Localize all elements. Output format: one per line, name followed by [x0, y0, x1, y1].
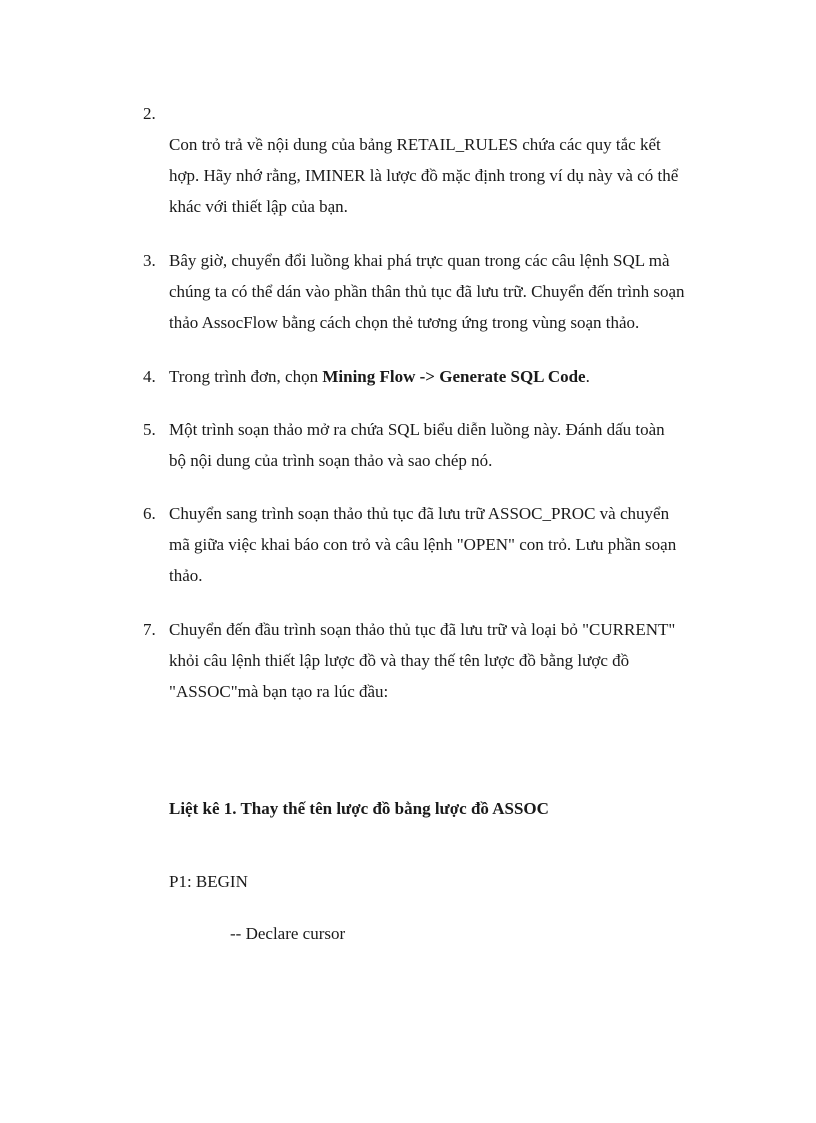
code-line: P1: BEGIN [169, 872, 248, 891]
list-number: 6. [143, 504, 156, 523]
text-line: Chuyển sang trình soạn thảo thủ tục đã lưu trữ ASSOC_PROC và chuyển [169, 504, 670, 523]
list-number: 2. [143, 104, 156, 123]
text-line: khỏi câu lệnh thiết lập lược đồ và thay thế tên lược đồ bằng lược đồ [169, 651, 630, 670]
code-comment: -- Declare cursor [230, 924, 346, 943]
text-line: Con trỏ trả về nội dung của bảng RETAIL_RULES chứa các quy tắc kết [169, 135, 661, 154]
list-item-7 [143, 614, 703, 707]
list-number: 3. [143, 251, 156, 270]
menu-path: Mining Flow -> Generate SQL Code [322, 367, 586, 386]
list-item-text [169, 498, 703, 591]
list-item-text [169, 414, 703, 476]
list-item-text [169, 614, 703, 707]
text-line: mã giữa việc khai báo con trỏ và câu lệnh "OPEN" con trỏ. Lưu phần soạn [169, 535, 677, 554]
text-line: chúng ta có thể dán vào phần thân thủ tục đã lưu trữ. Chuyển đến trình soạn [169, 282, 685, 301]
text-line: thảo. [169, 566, 203, 585]
list-item-text [169, 361, 703, 392]
text-line: Chuyển đến đầu trình soạn thảo thủ tục đã lưu trữ và loại bỏ "CURRENT" [169, 620, 676, 639]
text-line: hợp. Hãy nhớ rằng, IMINER là lược đồ mặc định trong ví dụ này và có thể [169, 166, 679, 185]
text-line: bộ nội dung của trình soạn thảo và sao chép nó. [169, 451, 493, 470]
list-item-text [169, 98, 703, 222]
list-item-text [169, 245, 703, 338]
text-line: khác với thiết lập của bạn. [169, 197, 348, 216]
text-line: Bây giờ, chuyển đổi luồng khai phá trực quan trong các câu lệnh SQL mà [169, 251, 670, 270]
text-suffix: . [585, 367, 590, 386]
list-item-6 [143, 498, 703, 591]
text-line: "ASSOC"mà bạn tạo ra lúc đầu: [169, 682, 389, 701]
list-number: 5. [143, 420, 156, 439]
list-number: 7. [143, 620, 156, 639]
list-item-3 [143, 245, 703, 338]
list-item-5 [143, 414, 703, 476]
list-item-4 [143, 361, 703, 392]
list-number: 4. [143, 367, 156, 386]
text-line: Một trình soạn thảo mở ra chứa SQL biểu diễn luồng này. Đánh dấu toàn [169, 420, 665, 439]
list-item-2 [143, 98, 703, 222]
listing-title: Liệt kê 1. Thay thế tên lược đồ bằng lược đồ ASSOC [169, 799, 549, 818]
text-line: thảo AssocFlow bằng cách chọn thẻ tương ứng trong vùng soạn thảo. [169, 313, 640, 332]
text-prefix: Trong trình đơn, chọn [169, 367, 323, 386]
